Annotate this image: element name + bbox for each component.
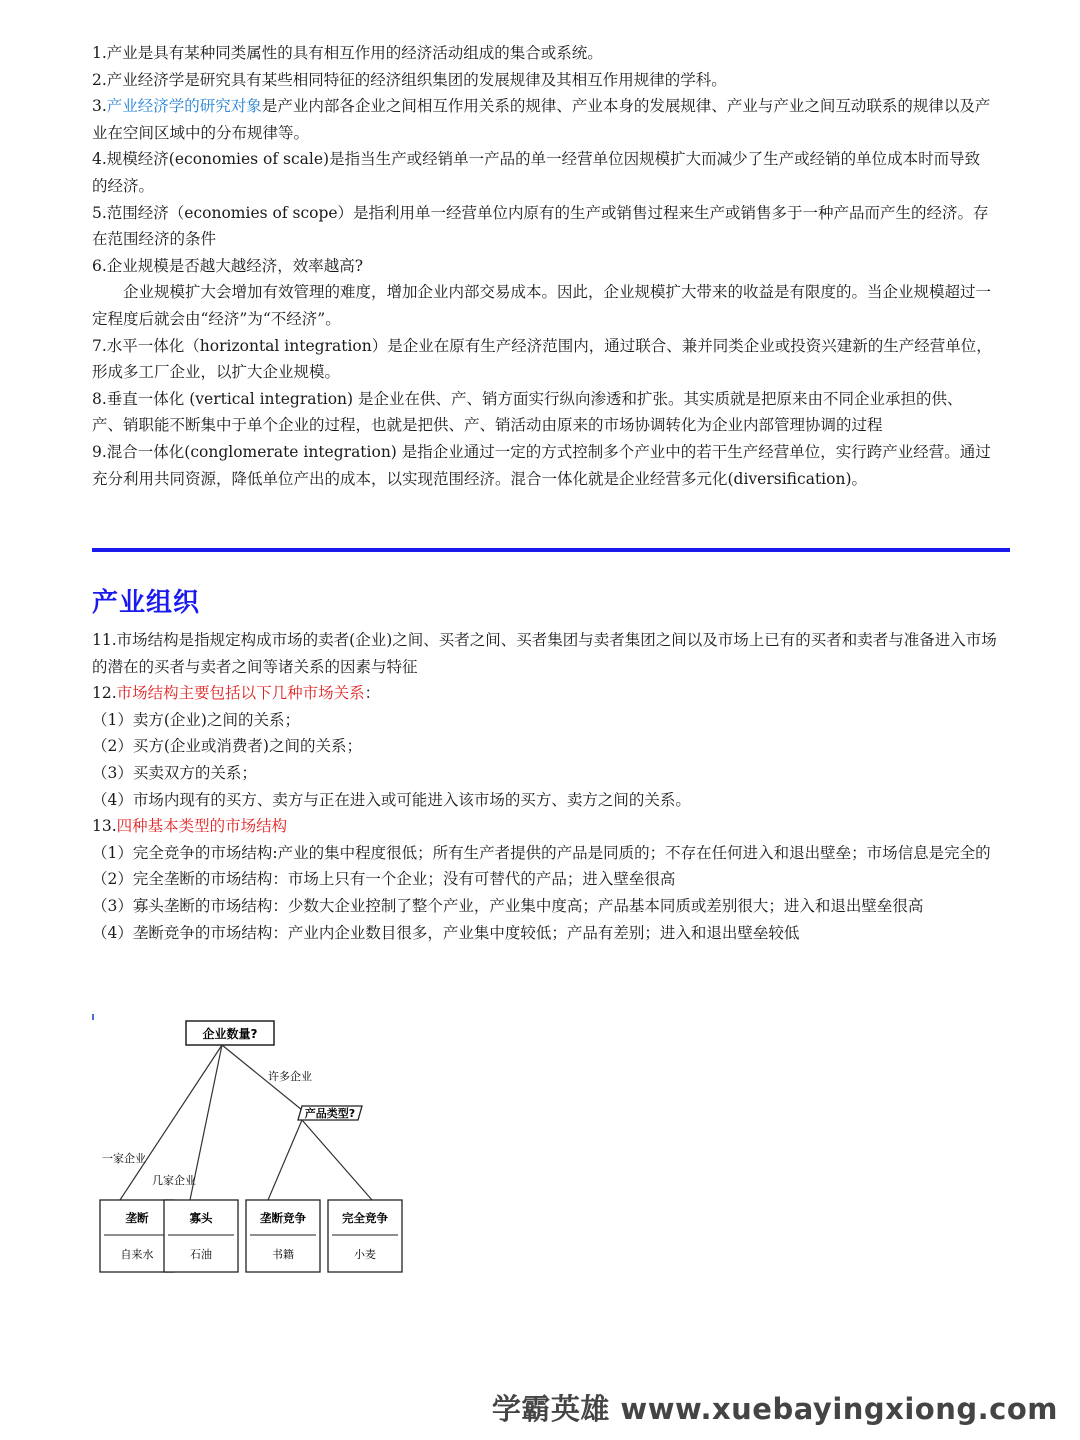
section-heading: 产业组织 <box>92 588 201 618</box>
item-7: 7.水平一体化（horizontal integration）是企业在原有生产经济范围内，通过联合、兼并同类企业或投资兴建新的生产经营单位，形成多工厂企业，以扩大企业规模。 <box>92 336 992 382</box>
result-box-title: 垄断竞争 <box>260 1211 306 1225</box>
item-13-highlight: 四种基本类型的市场结构 <box>116 817 288 836</box>
item-2: 2.产业经济学是研究具有某些相同特征的经济组织集团的发展规律及其相互作用规律的学科。 <box>92 70 727 89</box>
item-11: 11.市场结构是指规定构成市场的卖者(企业)之间、买者之间、买者集团与卖者集团之间以及市场上已有的买者和卖者与准备进入市场的潜在的买者与卖者之间等诸关系的因素与特征 <box>92 631 997 676</box>
watermark-footer: 学霸英雄 www.xuebayingxiong.com <box>491 1392 1058 1426</box>
root-node-label: 企业数量? <box>202 1027 258 1041</box>
item-4: 4.规模经济(economies of scale)是指当生产或经销单一产品的单一经营单位因规模扩大而减少了生产或经销的单位成本时而导致的经济。 <box>92 150 981 195</box>
branch-label-many: 许多企业 <box>268 1070 312 1083</box>
item-12-number: 12. <box>92 684 117 703</box>
item-13-list-item: （3）寡头垄断的市场结构：少数大企业控制了整个产业，产业集中度高；产品基本同质或差别很大；进入和退出壁垒很高 <box>92 896 924 915</box>
result-box-title: 完全竞争 <box>342 1211 388 1225</box>
result-box-monopolistic-competition <box>246 1200 320 1272</box>
item-3 <box>92 93 992 146</box>
result-box-example: 书籍 <box>272 1248 294 1261</box>
sub-node-label: 产品类型? <box>304 1107 356 1120</box>
item-1: 1.产业是具有某种同类属性的具有相互作用的经济活动组成的集合或系统。 <box>92 44 603 62</box>
cursor-mark <box>92 1014 94 1020</box>
item-9: 9.混合一体化(conglomerate integration) 是指企业通过一定的方式控制多个产业中的若干生产经营单位，实行跨产业经营。通过充分利用共同资源，降低单位产出的成本，以实现范围经济。混合一体化就是企业经营多元化(diversification)。 <box>92 442 991 488</box>
result-box-example: 自来水 <box>120 1248 154 1261</box>
branch-label-few: 几家企业 <box>152 1174 196 1187</box>
item-12-colon: ： <box>364 684 381 703</box>
item-13-number: 13. <box>92 817 117 836</box>
item-13-list-item: （4）垄断竞争的市场结构：产业内企业数目很多，产业集中度较低；产品有差别；进入和退出壁垒较低 <box>92 923 800 942</box>
item-13 <box>92 813 997 840</box>
market-structure-tree-diagram <box>90 1012 410 1276</box>
item-12-list-item: （1）卖方(企业)之间的关系； <box>92 710 300 729</box>
item-12-list-item: （2）买方(企业或消费者)之间的关系； <box>92 737 362 756</box>
result-box-title: 垄断 <box>125 1211 149 1225</box>
item-13-list-item: （1）完全竞争的市场结构:产业的集中程度很低；所有生产者提供的产品是同质的；不存在任何进入和退出壁垒；市场信息是完全的 <box>92 843 991 862</box>
result-box-monopoly <box>100 1200 174 1272</box>
result-box-perfect-competition <box>328 1200 402 1272</box>
item-12-list-item: （4）市场内现有的买方、卖方与正在进入或可能进入该市场的买方、卖方之间的关系。 <box>92 790 691 809</box>
edge-perfect-competition <box>302 1120 372 1200</box>
edge-monopolistic-competition <box>268 1120 302 1200</box>
item-6: 6.企业规模是否越大越经济，效率越高? <box>92 256 364 275</box>
item-12-list-item: （3）买卖双方的关系； <box>92 763 257 782</box>
item-12 <box>92 680 997 707</box>
branch-label-one: 一家企业 <box>102 1152 146 1165</box>
result-box-example: 小麦 <box>354 1248 376 1261</box>
item-3-number: 3. <box>92 97 107 116</box>
industrial-organization-section <box>92 627 997 946</box>
item-3-text: 是产业内部各企业之间相互作用关系的规律、产业本身的发展规律、产业与产业之间互动联系的规律以及产业在空间区域中的分布规律等。 <box>92 97 991 142</box>
top-definitions <box>92 40 992 492</box>
item-6-answer: 企业规模扩大会增加有效管理的难度，增加企业内部交易成本。因此，企业规模扩大带来的收益是有限度的。当企业规模超过一定程度后就会由“经济”为“不经济”。 <box>92 283 992 328</box>
result-box-example: 石油 <box>190 1248 212 1261</box>
item-12-highlight: 市场结构主要包括以下几种市场关系 <box>116 684 365 703</box>
item-8: 8.垂直一体化 (vertical integration) 是企业在供、产、销方面实行纵向渗透和扩张。其实质就是把原来由不同企业承担的供、产、销职能不断集中于单个企业的过程，也就是把供、产、销活动由原来的市场协调转化为企业内部管理协调的过程 <box>92 389 963 435</box>
item-13-list-item: （2）完全垄断的市场结构：市场上只有一个企业；没有可替代的产品；进入壁垒很高 <box>92 870 676 889</box>
result-box-oligopoly <box>164 1200 238 1272</box>
item-5: 5.范围经济（economies of scope）是指利用单一经营单位内原有的生产或销售过程来生产或销售多于一种产品而产生的经济。存在范围经济的条件 <box>92 203 989 249</box>
research-object-link[interactable]: 产业经济学的研究对象 <box>106 97 262 116</box>
result-box-title: 寡头 <box>189 1211 213 1225</box>
section-divider <box>92 548 1010 552</box>
